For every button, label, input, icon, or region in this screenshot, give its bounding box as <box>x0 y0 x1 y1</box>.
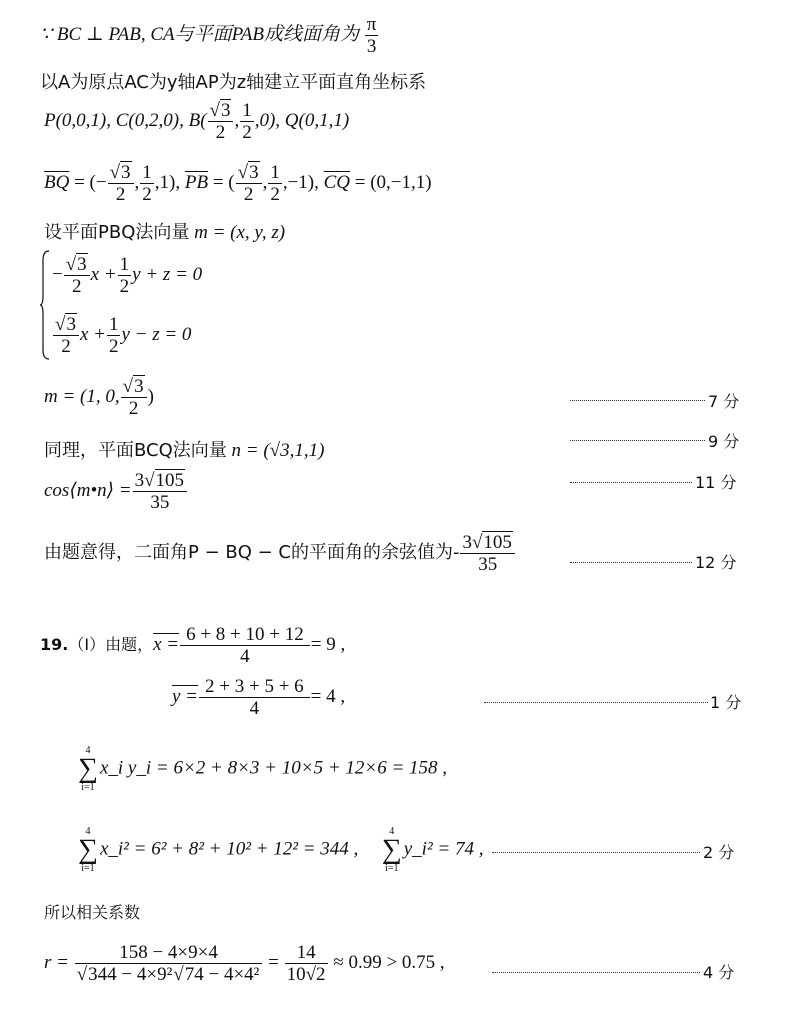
score-4: 4 分 <box>703 963 735 982</box>
perp-text: ∵ BC ⊥ PAB, CA与平面PAB成线面角为 <box>40 23 360 45</box>
q19-ybar: y = $\frac{2 + 3 + 5 + 6}{4}$ = 4 , <box>172 676 346 719</box>
line-coordinate-system: 以A为原点AC为y轴AP为z轴建立平面直角坐标系 <box>40 72 427 93</box>
line-m-result: m = (1, 0, $\frac{√3}{2}$ ) <box>44 376 154 419</box>
line-cosine: cos⟨m•n⟩ = $\frac{3√105}{35}$ <box>44 470 188 513</box>
q19-sum-x2: 4 ∑ i=1 x_i² = 6² + 8² + 10² + 12² = 344 , 4 ∑ i=1 y_i² = 74 , <box>78 826 484 874</box>
score-9: 9 分 <box>708 432 740 451</box>
leader-dots-7 <box>570 400 705 401</box>
line-points: P(0,0,1), C(0,2,0), B( $\frac{√3}{2}$ , $\frac{1}{2}$ ,0), Q(0,1,1) <box>44 100 350 143</box>
score-1: 1 分 <box>710 693 742 712</box>
leader-dots-9 <box>570 440 705 441</box>
line-normal-vector-pbq: 设平面PBQ法向量 m = (x, y, z) <box>44 222 286 243</box>
q19-sum-xy: 4 ∑ i=1 x_i y_i = 6×2 + 8×3 + 10×5 + 12×6 = 158 , <box>78 745 448 793</box>
line-perpendicular <box>40 14 379 57</box>
frac-1-2: $\frac{1}{2}$ <box>242 100 252 143</box>
score-11: 11 分 <box>695 473 737 492</box>
leader-dots-4 <box>492 972 700 973</box>
equation-1: − $\frac{√3}{2}$ x + $\frac{1}{2}$ y + z = 0 <box>52 254 203 297</box>
line-normal-vector-bcq: 同理，平面BCQ法向量 n = (√3,1,1) <box>44 440 325 461</box>
brace-system <box>40 250 50 360</box>
leader-dots-2 <box>492 852 700 853</box>
frac-sqrt3-2: $\frac{√3}{2}$ <box>208 100 234 143</box>
score-7: 7 分 <box>708 392 740 411</box>
score-12: 12 分 <box>695 553 737 572</box>
equation-2: $\frac{√3}{2}$ x + $\frac{1}{2}$ y − z = 0 <box>55 314 192 357</box>
q19-corr-label: 所以相关系数 <box>44 903 141 922</box>
line-dihedral-cosine: 由题意得，二面角P − BQ − C的平面角的余弦值为- $\frac{3√105}{35}$ <box>44 532 516 575</box>
leader-dots-12 <box>570 562 692 563</box>
frac-pi-3: $\frac{\pi}{3}$ <box>366 14 377 57</box>
leader-dots-1 <box>484 702 708 703</box>
watermark <box>463 401 484 425</box>
q19-xbar: 19.（I）由题，x = $\frac{6 + 8 + 10 + 12}{4}$ = 9 , <box>40 624 346 667</box>
line-vectors: $\overline{BQ}$ = (− $\frac{√3}{2}$ , $\frac{1}{2}$ ,1), $\overline{PB}$ = ( $\frac{√3}{2}$ , $\frac{1}{2}$ ,−1), $\overline{CQ} = (0,-1,1)$ <box>44 162 432 205</box>
q19-correlation: r = $\frac{158 - 4\times 9\times 4}{\text{√344 − 4×9²√74 − 4×4²}}$ = $\frac{14}{10√2}$ ≈ 0.99 > 0.75 , <box>44 942 445 985</box>
leader-dots-11 <box>570 482 692 483</box>
score-2: 2 分 <box>703 843 735 862</box>
